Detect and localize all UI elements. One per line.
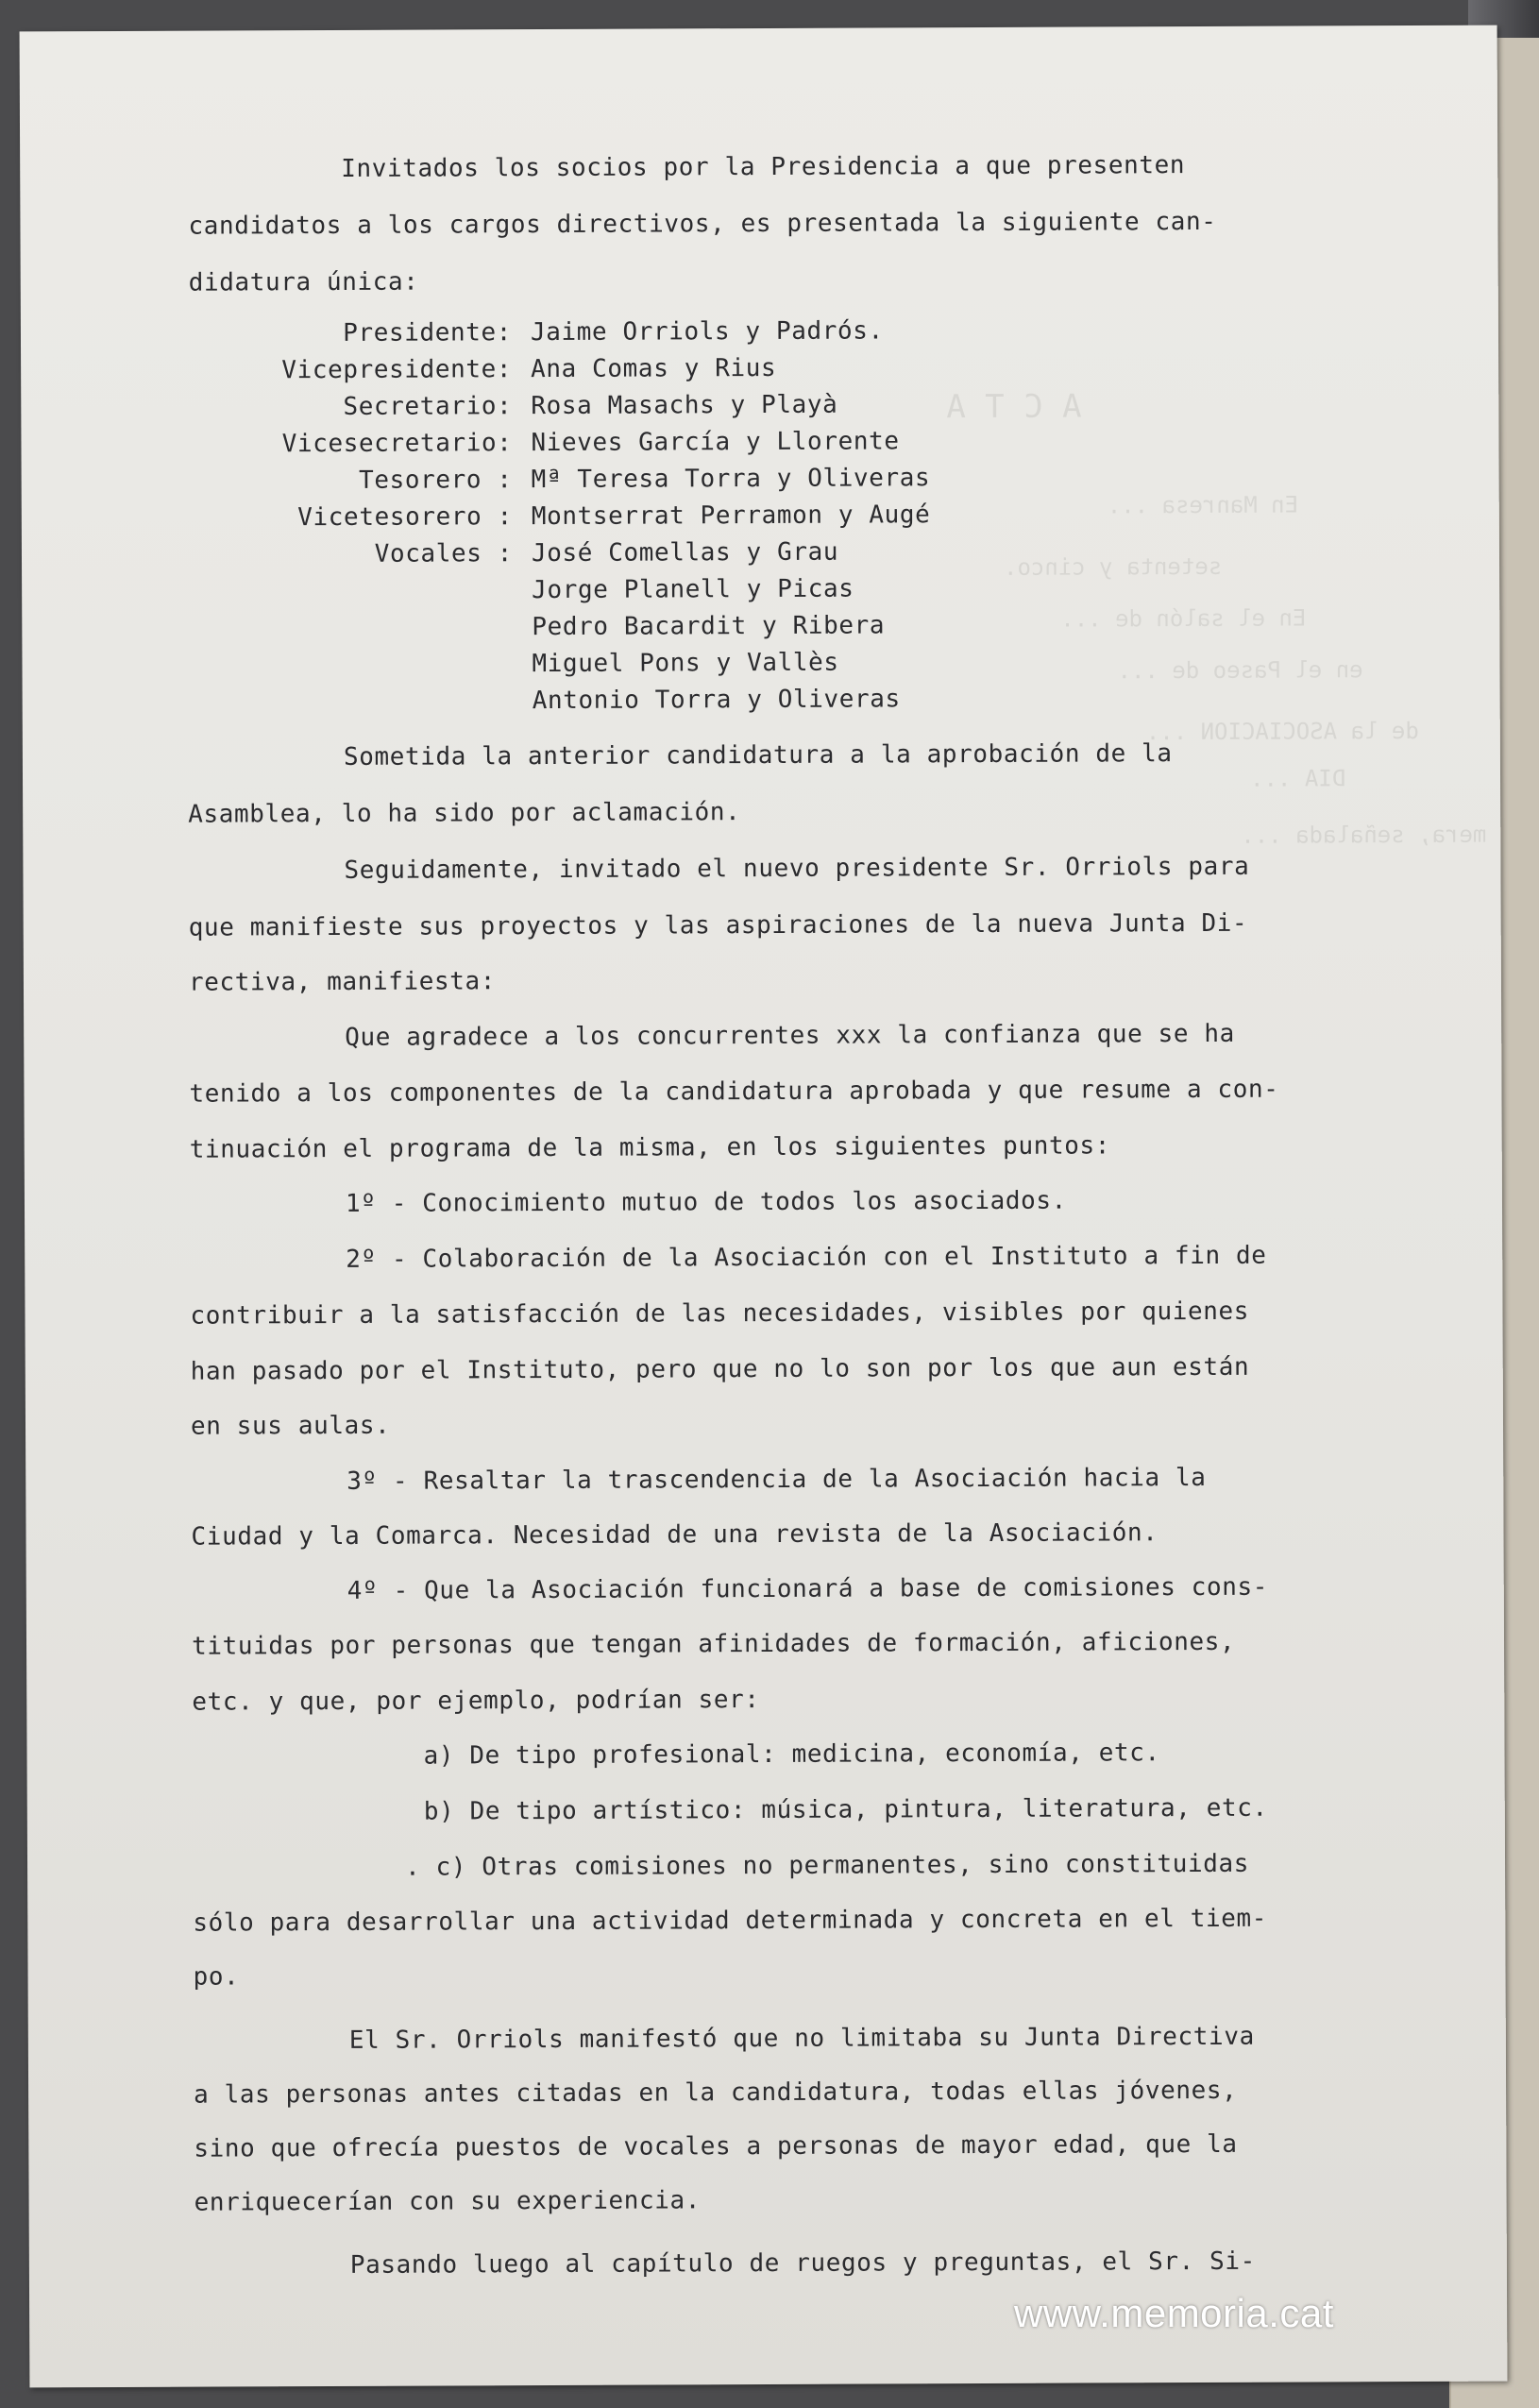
role-label: Vicetesorero : <box>297 502 513 533</box>
sub-point-line: . c) Otras comisiones no permanentes, sino constituidas <box>404 1849 1250 1882</box>
role-holder: Ana Comas y Rius <box>531 353 777 384</box>
role-holder: Jorge Planell y Picas <box>532 574 854 605</box>
point-line: 1º - Conocimiento mutuo de todos los asociados. <box>345 1186 1067 1218</box>
body-line: enriquecerían con su experiencia. <box>194 2186 702 2217</box>
role-label: Presidente: <box>343 318 513 348</box>
body-line: sólo para desarrollar una actividad determinada y concreta en el tiem- <box>193 1904 1268 1938</box>
role-label: Vicesecretario: <box>281 429 513 459</box>
body-line: que manifieste sus proyectos y las aspiraciones de la nueva Junta Di- <box>188 908 1248 942</box>
body-line: Pasando luego al capítulo de ruegos y preguntas, el Sr. Si- <box>349 2247 1256 2280</box>
body-line: tinuación el programa de la misma, en los siguientes puntos: <box>189 1131 1110 1164</box>
body-line: Seguidamente, invitado el nuevo presidente Sr. Orriols para <box>344 852 1250 885</box>
body-line: sino que ofrecía puestos de vocales a personas de mayor edad, que la <box>194 2129 1238 2163</box>
role-holder: Miguel Pons y Vallès <box>532 648 839 679</box>
body-line: contribuir a la satisfacción de las necesidades, visibles por quienes <box>190 1297 1250 1331</box>
role-holder: Montserrat Perramon y Augé <box>531 500 931 532</box>
role-label: Secretario: <box>343 392 513 421</box>
show-through-text: A C T A En Manresa ... setenta y cinco. En el salón de ... en el Paseo de ... de la ASOCIACION ... DIA ... mera, señalada ... <box>20 25 1508 2388</box>
body-line: a las personas antes citadas en la candidatura, todas ellas jóvenes, <box>194 2076 1238 2110</box>
role-holder: Mª Teresa Torra y Oliveras <box>531 464 931 495</box>
body-line: etc. y que, por ejemplo, podrían ser: <box>192 1686 760 1717</box>
body-line: han pasado por el Instituto, pero que no lo son por los que aun están <box>190 1352 1250 1386</box>
point-line: 4º - Que la Asociación funcionará a base de comisiones cons- <box>347 1572 1269 1605</box>
body-line: Asamblea, lo ha sido por aclamación. <box>188 798 741 829</box>
role-holder: Pedro Bacardit y Ribera <box>532 611 886 642</box>
body-line: didatura única: <box>188 267 419 297</box>
role-label: Tesorero : <box>359 466 513 495</box>
document-body <box>20 25 1508 2388</box>
role-holder: Antonio Torra y Oliveras <box>532 685 901 716</box>
point-line: 3º - Resaltar la trascendencia de la Asociación hacia la <box>347 1463 1207 1496</box>
body-line: El Sr. Orriols manifestó que no limitaba su Junta Directiva <box>348 2022 1255 2055</box>
body-line: Ciudad y la Comarca. Necesidad de una revista de la Asociación. <box>191 1518 1158 1552</box>
body-line: tituidas por personas que tengan afinidades de formación, aficiones, <box>191 1627 1236 1661</box>
body-line: Invitados los socios por la Presidencia a que presenten <box>341 151 1186 183</box>
sub-point-line: b) De tipo artístico: música, pintura, literatura, etc. <box>423 1793 1268 1826</box>
document-page <box>20 25 1508 2388</box>
role-label: Vocales : <box>374 539 514 568</box>
body-line: po. <box>193 1962 240 1992</box>
bleed-heading: A C T A <box>946 387 1082 427</box>
watermark: www.memoria.cat <box>1014 2291 1334 2335</box>
role-holder: José Comellas y Grau <box>531 537 839 568</box>
role-holder: Rosa Masachs y Playà <box>531 390 838 421</box>
body-line: candidatos a los cargos directivos, es presentada la siguiente can- <box>188 207 1217 241</box>
body-line: rectiva, manifiesta: <box>188 967 497 997</box>
body-line: en sus aulas. <box>190 1411 391 1441</box>
body-line: Sometida la anterior candidatura a la aprobación de la <box>343 739 1173 772</box>
role-holder: Nieves García y Llorente <box>531 427 900 458</box>
point-line: 2º - Colaboración de la Asociación con el Instituto a fin de <box>346 1241 1267 1274</box>
role-holder: Jaime Orriols y Padrós. <box>530 316 884 348</box>
body-line: Que agradece a los concurrentes xxx la confianza que se ha <box>345 1019 1235 1052</box>
sub-point-line: a) De tipo profesional: medicina, economía, etc. <box>423 1738 1160 1771</box>
role-label: Vicepresidente: <box>281 355 513 385</box>
body-line: tenido a los componentes de la candidatura aprobada y que resume a con- <box>189 1075 1279 1109</box>
